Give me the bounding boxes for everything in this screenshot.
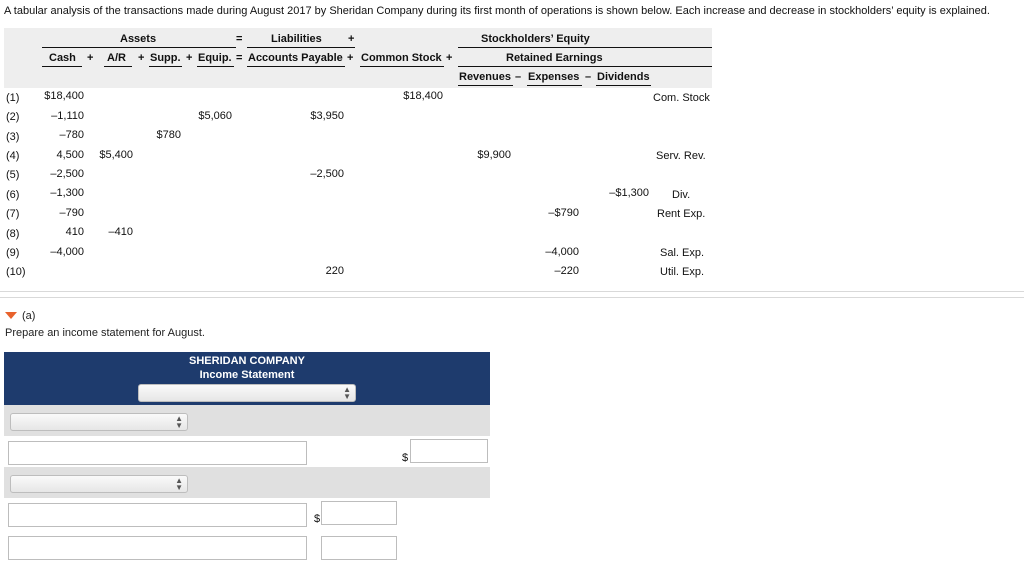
row-number: (9) [6,247,20,259]
minus-sign: – [515,71,522,83]
expenses-cell: –220 [554,265,579,277]
statement-title: Income Statement [199,369,295,381]
select-arrows-icon: ▲ ▼ [175,476,183,492]
explanation-cell: Div. [672,189,691,201]
row-number: (4) [6,150,20,162]
divider [0,297,1024,298]
supplies-header: Supp. [150,52,181,64]
section-label-select[interactable] [10,475,188,493]
section-label-select[interactable] [10,413,188,431]
revenues-header: Revenues [459,71,511,83]
retained-earnings-header: Retained Earnings [506,52,603,64]
ar-header: A/R [107,52,126,64]
revenues-cell: $9,900 [477,149,511,161]
assets-header: Assets [120,33,157,45]
row-number: (5) [6,169,20,181]
accounts-payable-cell: –2,500 [310,168,344,180]
divider [0,291,1024,292]
cash-cell: 410 [65,226,84,238]
accounts-payable-cell: $3,950 [310,110,344,122]
cash-cell: 4,500 [56,149,84,161]
dividends-cell: –$1,300 [609,187,649,199]
explanation-cell: Sal. Exp. [660,247,705,259]
ar-cell: $5,400 [99,149,133,161]
plus-sign: + [138,52,145,64]
explanation-cell: Util. Exp. [660,266,705,278]
common-stock-cell: $18,400 [403,90,443,102]
expenses-cell: –$790 [548,207,579,219]
cash-cell: $18,400 [44,90,84,102]
part-label: (a) [22,310,36,322]
dollar-sign: $ [402,452,409,464]
expenses-header: Expenses [528,71,580,83]
row-number: (2) [6,111,20,123]
plus-sign: + [186,52,193,64]
equals-sign: = [236,33,243,45]
liabilities-header: Liabilities [271,33,322,45]
equipment-header: Equip. [198,52,232,64]
cash-cell: –1,110 [51,110,84,122]
select-arrows-icon: ▲ ▼ [175,414,183,430]
cash-cell: –1,300 [50,187,84,199]
common-stock-header: Common Stock [361,52,442,64]
question-prompt: Prepare an income statement for August. [5,327,205,339]
company-name: SHERIDAN COMPANY [189,355,305,367]
explanation-cell: Serv. Rev. [656,150,706,162]
plus-sign: + [446,52,453,64]
cash-cell: –2,500 [50,168,84,180]
row-number: (1) [6,92,20,104]
supplies-cell: $780 [156,129,181,141]
line-item-input[interactable] [8,441,307,465]
income-statement-header [4,352,490,405]
stockholders-equity-header: Stockholders’ Equity [481,33,590,45]
amount-input[interactable] [321,501,397,525]
line-item-input[interactable] [8,536,307,560]
plus-sign: + [348,33,355,45]
cash-cell: –4,000 [50,246,84,258]
plus-sign: + [87,52,94,64]
select-arrows-icon: ▲ ▼ [343,385,351,401]
expenses-cell: –4,000 [545,246,579,258]
explanation-cell: Rent Exp. [657,208,706,220]
row-number: (8) [6,228,20,240]
dollar-sign: $ [314,513,321,525]
row-number: (7) [6,208,20,220]
accounts-payable-cell: 220 [325,265,344,277]
amount-input[interactable] [410,439,488,463]
cash-header: Cash [49,52,76,64]
period-select[interactable] [138,384,356,402]
dividends-header: Dividends [597,71,650,83]
accounts-payable-header: Accounts Payable [248,52,343,64]
row-number: (6) [6,189,20,201]
cash-cell: –780 [59,129,84,141]
collapse-arrow-icon[interactable] [5,312,17,319]
cash-cell: –790 [59,207,84,219]
amount-input[interactable] [321,536,397,560]
plus-sign: + [347,52,354,64]
equals-sign: = [236,52,243,64]
line-item-input[interactable] [8,503,307,527]
explanation-cell: Com. Stock [653,92,710,104]
row-number: (10) [6,266,26,278]
row-number: (3) [6,131,20,143]
minus-sign: – [585,71,592,83]
equipment-cell: $5,060 [198,110,232,122]
ar-cell: –410 [108,226,133,238]
instructions-text: A tabular analysis of the transactions made during August 2017 by Sheridan Company during its first month of operations is shown below. Each increase and decrease in stockholders’ equity is explained. [4,5,990,17]
